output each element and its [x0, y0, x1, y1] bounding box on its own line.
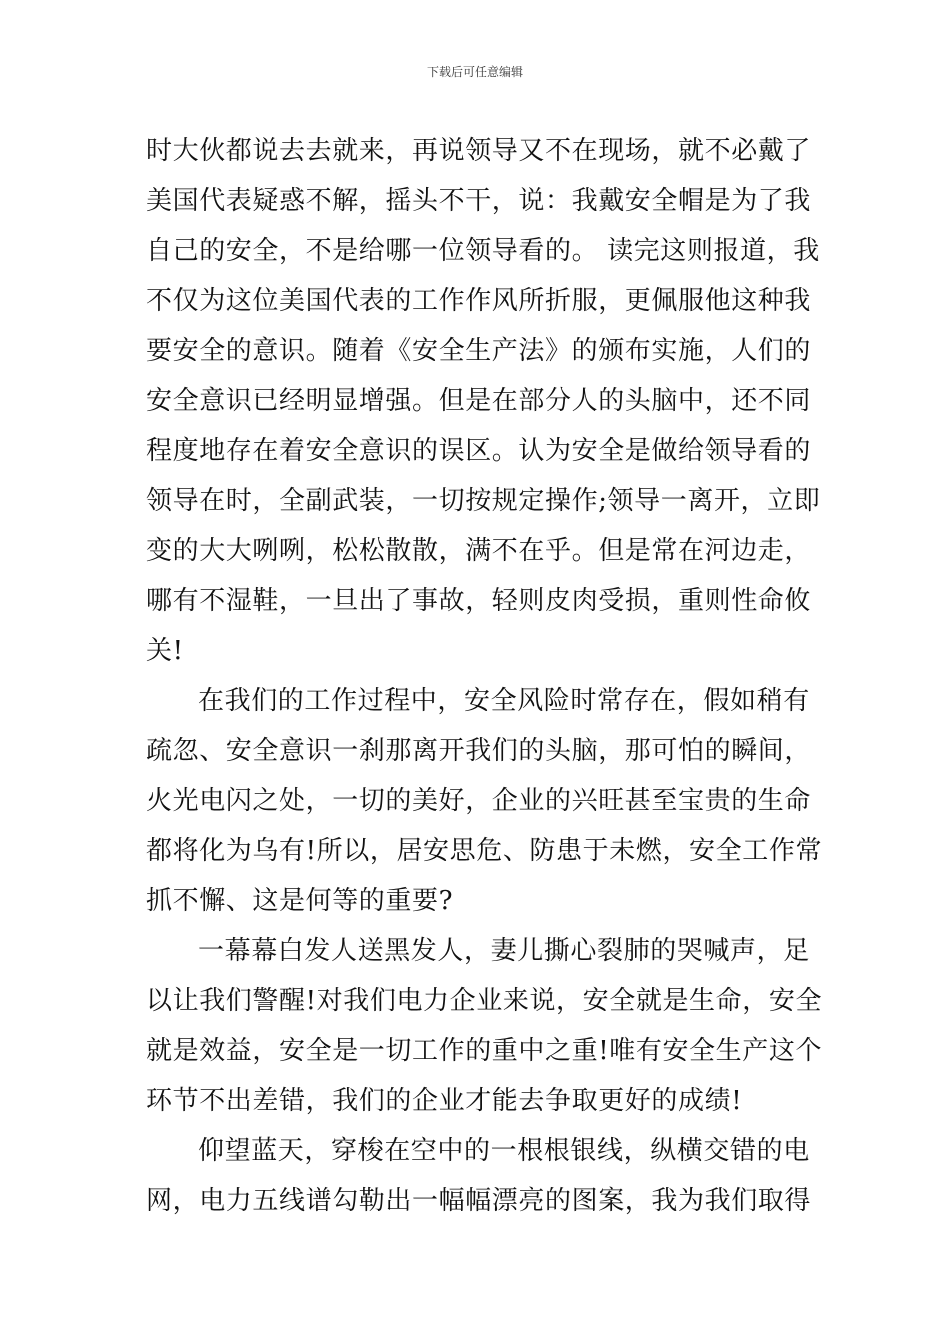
text-line: 就是效益，安全是一切工作的重中之重!唯有安全生产这个	[146, 1036, 823, 1066]
text-line: 时大伙都说去去就来，再说领导又不在现场，就不必戴了	[146, 136, 812, 166]
text-line: 环节不出差错，我们的企业才能去争取更好的成绩!	[146, 1086, 743, 1116]
text-line: 美国代表疑惑不解，摇头不干，说：我戴安全帽是为了我	[146, 186, 812, 216]
paragraph-first-line: 在我们的工作过程中，安全风险时常存在，假如稍有	[198, 686, 810, 716]
body-text	[146, 126, 826, 1226]
text-line: 安全意识已经明显增强。但是在部分人的头脑中，还不同	[146, 386, 812, 416]
paragraph-first-line: 仰望蓝天，穿梭在空中的一根根银线，纵横交错的电	[198, 1136, 810, 1166]
text-line: 网，电力五线谱勾勒出一幅幅漂亮的图案，我为我们取得	[146, 1186, 812, 1216]
text-line: 程度地存在着安全意识的误区。认为安全是做给领导看的	[146, 436, 812, 466]
text-line: 关!	[146, 636, 184, 666]
paragraph-first-line: 一幕幕白发人送黑发人，妻儿撕心裂肺的哭喊声，足	[198, 936, 810, 966]
text-line: 不仅为这位美国代表的工作作风所折服，更佩服他这种我	[146, 286, 812, 316]
text-line: 变的大大咧咧，松松散散，满不在乎。但是常在河边走，	[146, 536, 812, 566]
text-line: 哪有不湿鞋，一旦出了事故，轻则皮肉受损，重则性命攸	[146, 586, 812, 616]
text-line: 以让我们警醒!对我们电力企业来说，安全就是生命，安全	[146, 986, 823, 1016]
text-line: 领导在时，全副武装，一切按规定操作;领导一离开，立即	[146, 486, 821, 516]
text-line: 都将化为乌有!所以，居安思危、防患于未燃，安全工作常	[146, 836, 823, 866]
text-line: 抓不懈、这是何等的重要?	[146, 886, 454, 916]
page-header: 下载后可任意编辑	[426, 65, 523, 79]
text-line: 疏忽、安全意识一刹那离开我们的头脑，那可怕的瞬间，	[146, 736, 812, 766]
text-line: 自己的安全，不是给哪一位领导看的。 读完这则报道，我	[146, 236, 820, 266]
text-line: 火光电闪之处，一切的美好，企业的兴旺甚至宝贵的生命	[146, 786, 812, 816]
text-line: 要安全的意识。随着《安全生产法》的颁布实施，人们的	[146, 336, 812, 366]
